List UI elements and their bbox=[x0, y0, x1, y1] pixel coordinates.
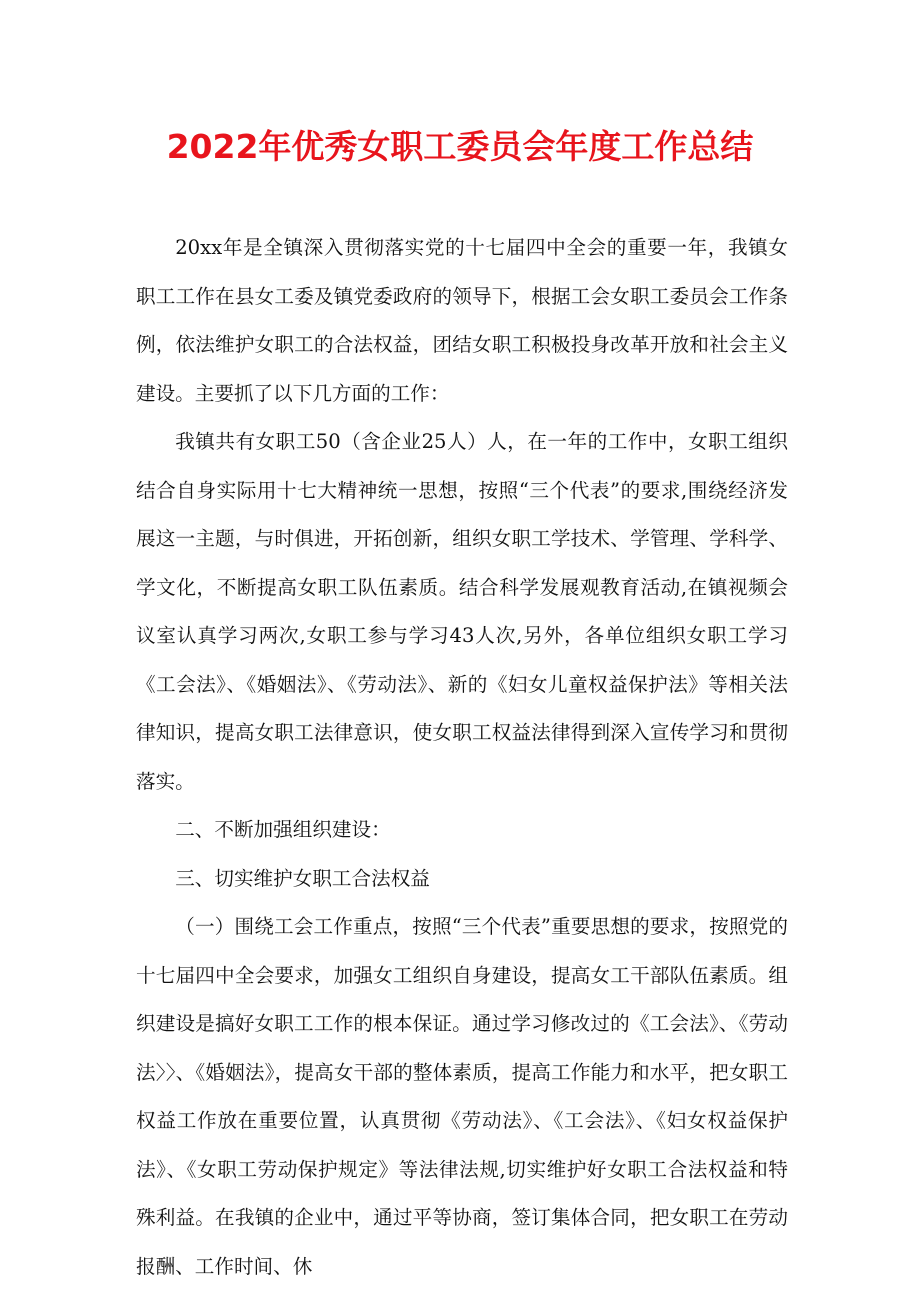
paragraph-staff-study: 我镇共有女职工50（含企业25人）人，在一年的工作中，女职工组织结合自身实际用十七大精神统一思想，按照“三个代表”的要求,围绕经济发展这一主题，与时俱进，开拓创新，组织女职工学技术、学管理、学科学、学文化，不断提高女职工队伍素质。结合科学发展观教育活动,在镇视频会议室认真学习两次,女职工参与学习43人次,另外，各单位组织女职工学习《工会法》、《婚姻法》、《劳动法》、新的《妇女儿童权益保护法》等相关法律知识，提高女职工法律意识，使女职工权益法律得到深入宣传学习和贯彻落实。 bbox=[136, 430, 788, 793]
document-body bbox=[136, 224, 788, 1291]
section-heading-rights: 三、切实维护女职工合法权益 bbox=[175, 866, 430, 890]
paragraph-intro: 20xx年是全镇深入贯彻落实党的十七届四中全会的重要一年，我镇女职工工作在县女工委及镇党委政府的领导下，根据工会女职工委员会工作条例，依法维护女职工的合法权益，团结女职工积极投身改革开放和社会主义建设。主要抓了以下几方面的工作： bbox=[136, 236, 788, 405]
section-heading-organization: 二、不断加强组织建设： bbox=[175, 818, 391, 841]
paragraph-rights-detail: （一）围绕工会工作重点，按照“三个代表”重要思想的要求，按照党的十七届四中全会要求，加强女工组织自身建设，提高女工干部队伍素质。组织建设是搞好女职工工作的根本保证。通过学习修改过的《工会法》、《劳动法〉〉、《婚姻法》，提高女干部的整体素质，提高工作能力和水平，把女职工权益工作放在重要位置，认真贯彻《劳动法》、《工会法》、《妇女权益保护法》、《女职工劳动保护规定》等法律法规,切实维护好女职工合法权益和特殊利益。在我镇的企业中，通过平等协商，签订集体合同，把女职工在劳动报酬、工作时间、休 bbox=[136, 915, 788, 1278]
document-title: 2022年优秀女职工委员会年度工作总结 bbox=[166, 127, 754, 166]
